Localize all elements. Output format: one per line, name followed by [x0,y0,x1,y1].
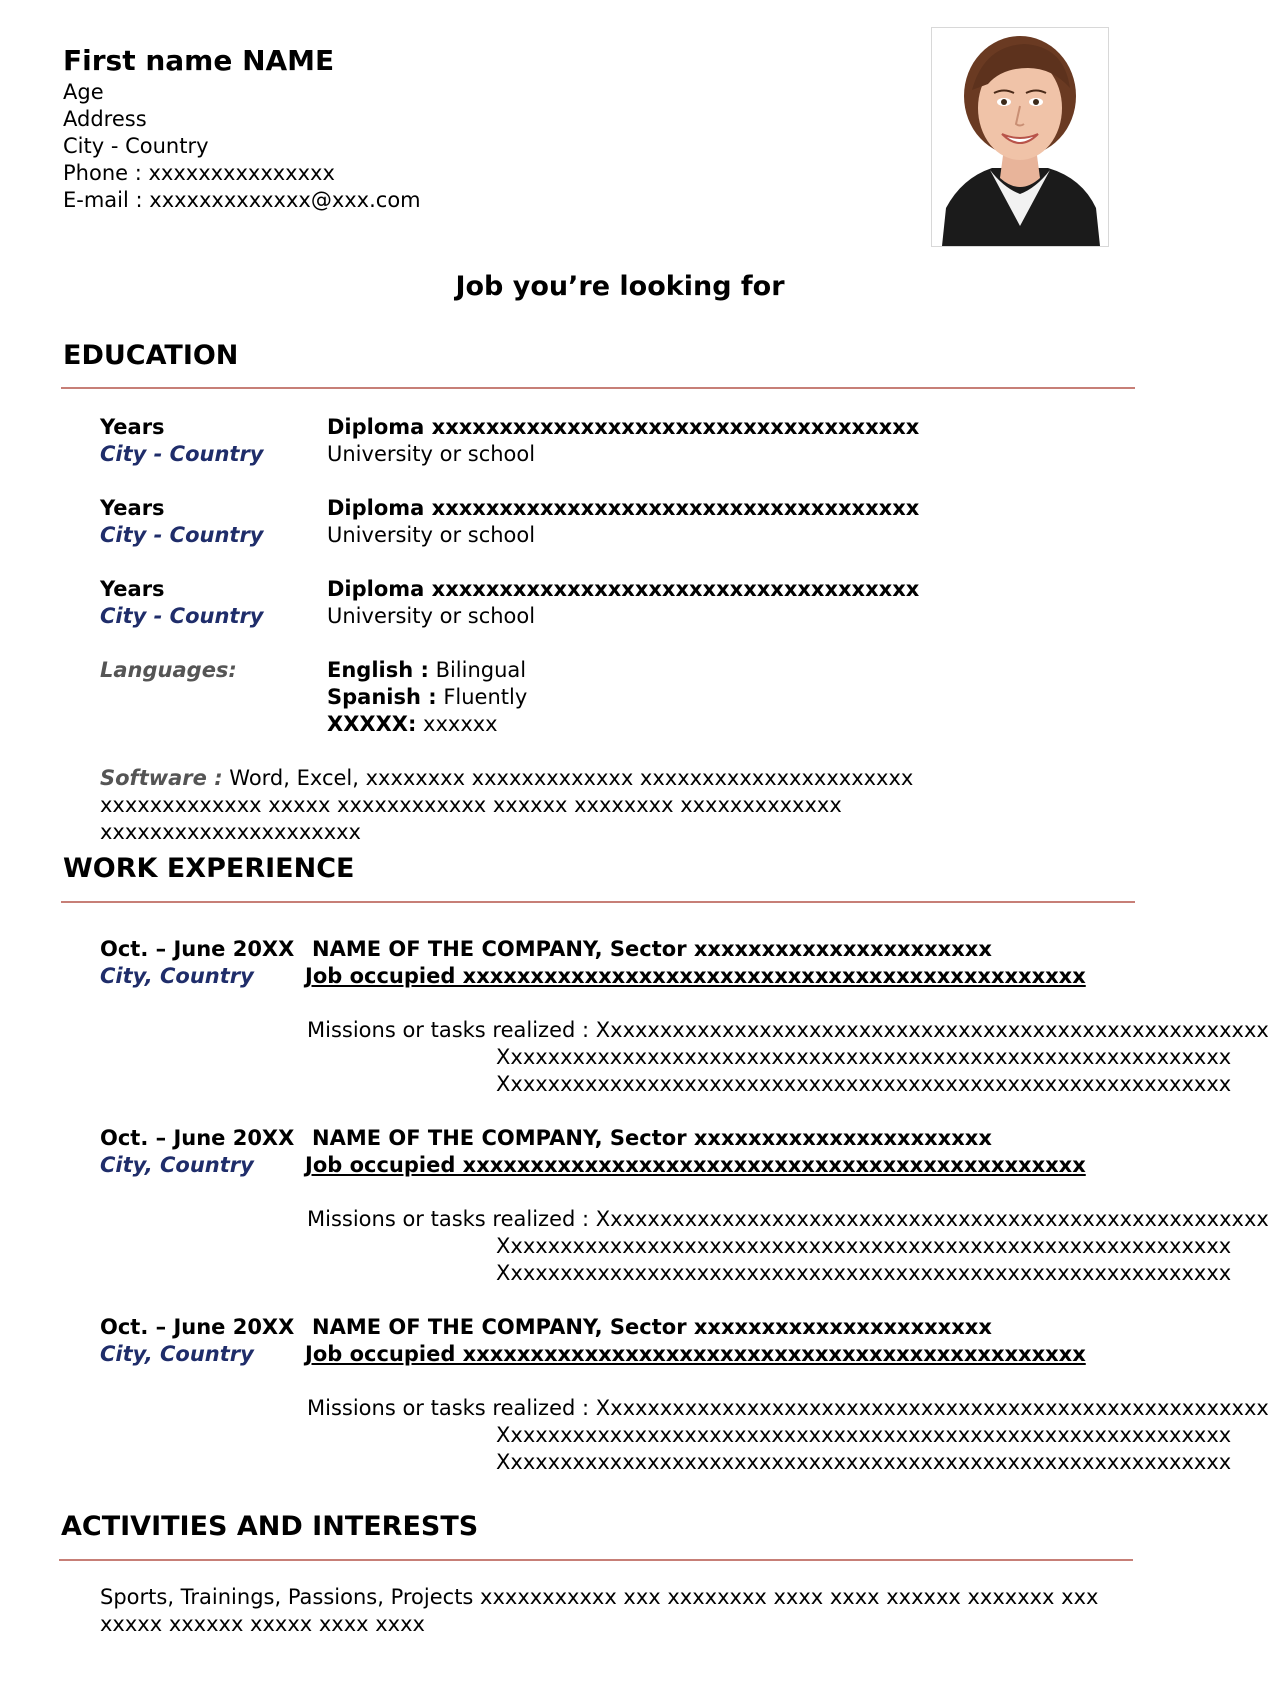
section-title-activities: ACTIVITIES AND INTERESTS [61,1511,479,1542]
city-country: City - Country [63,134,209,158]
education-location: City - Country [100,442,264,466]
work-company: NAME OF THE COMPANY, Sector xxxxxxxxxxxxxxxxxxxxxx [312,1315,992,1339]
software-line [100,765,1080,846]
education-years: Years [100,415,165,439]
work-company: NAME OF THE COMPANY, Sector xxxxxxxxxxxxxxxxxxxxxx [312,937,992,961]
language-level: Bilingual [428,658,527,682]
section-divider [61,387,1135,389]
phone: Phone : xxxxxxxxxxxxxxx [63,161,335,185]
education-location: City - Country [100,523,264,547]
age: Age [63,80,104,104]
education-diploma: Diploma xxxxxxxxxxxxxxxxxxxxxxxxxxxxxxxxxxxx [327,577,920,601]
work-dates: Oct. – June 20XX [100,1315,295,1339]
work-missions [307,1206,1269,1233]
work-job: Job occupied xxxxxxxxxxxxxxxxxxxxxxxxxxxxxxxxxxxxxxxxxxxxxx [305,1342,1086,1366]
address: Address [63,107,147,131]
language-item [327,657,526,684]
education-years: Years [100,496,165,520]
languages-label: Languages: [100,658,237,682]
language-level: xxxxxx [416,712,498,736]
work-location: City, Country [100,964,254,988]
education-years: Years [100,577,165,601]
work-dates: Oct. – June 20XX [100,937,295,961]
missions-label: Missions or tasks realized : [307,1396,596,1420]
missions-line: Xxxxxxxxxxxxxxxxxxxxxxxxxxxxxxxxxxxxxxxxxxxxxxxxxxxxxxxxxxx [496,1450,1232,1474]
education-school: University or school [327,523,536,547]
work-dates: Oct. – June 20XX [100,1126,295,1150]
missions-line: Xxxxxxxxxxxxxxxxxxxxxxxxxxxxxxxxxxxxxxxxxxxxxxxxxxxxxxxxxxx [496,1072,1232,1096]
work-location: City, Country [100,1153,254,1177]
language-level: Fluently [436,685,528,709]
portrait-image [932,28,1108,246]
missions-label: Missions or tasks realized : [307,1207,596,1231]
missions-line: Xxxxxxxxxxxxxxxxxxxxxxxxxxxxxxxxxxxxxxxxxxxxxxxxxxxxxxxxxxx [496,1423,1232,1447]
candidate-name: First name NAME [63,44,335,77]
education-school: University or school [327,604,536,628]
section-title-education: EDUCATION [63,340,239,371]
education-location: City - Country [100,604,264,628]
section-title-work: WORK EXPERIENCE [63,853,355,884]
profile-photo [931,27,1109,247]
section-divider [59,1559,1133,1561]
activities-text: Sports, Trainings, Passions, Projects xxxxxxxxxxx xxx xxxxxxxx xxxx xxxx xxxxxx xxxxxxx xxx xxxxx xxxxxx xxxxx xxxx xxxx [100,1585,1099,1636]
software-label: Software : [100,766,223,790]
missions-line: Xxxxxxxxxxxxxxxxxxxxxxxxxxxxxxxxxxxxxxxxxxxxxxxxxxxxxxxxxxx [496,1261,1232,1285]
email: E-mail : xxxxxxxxxxxxx@xxx.com [63,188,421,212]
software-text: Word, Excel, xxxxxxxx xxxxxxxxxxxxx xxxxxxxxxxxxxxxxxxxxxx xxxxxxxxxxxxx xxxxx xxxxxxxxxxxx xxxxxx xxxxxxxx xxxxxxxxxxxxx xxxxxxxxxxxxxxxxxxxxx [100,766,914,844]
missions-line: Xxxxxxxxxxxxxxxxxxxxxxxxxxxxxxxxxxxxxxxxxxxxxxxxxxxxxx [595,1207,1269,1231]
work-company: NAME OF THE COMPANY, Sector xxxxxxxxxxxxxxxxxxxxxx [312,1126,992,1150]
work-location: City, Country [100,1342,254,1366]
language-name: English : [327,658,429,682]
education-diploma: Diploma xxxxxxxxxxxxxxxxxxxxxxxxxxxxxxxxxxxx [327,496,920,520]
missions-line: Xxxxxxxxxxxxxxxxxxxxxxxxxxxxxxxxxxxxxxxxxxxxxxxxxxxxxxxxxxx [496,1234,1232,1258]
missions-line: Xxxxxxxxxxxxxxxxxxxxxxxxxxxxxxxxxxxxxxxxxxxxxxxxxxxxxx [595,1396,1269,1420]
education-diploma: Diploma xxxxxxxxxxxxxxxxxxxxxxxxxxxxxxxxxxxx [327,415,920,439]
job-title: Job you’re looking for [455,271,785,302]
education-school: University or school [327,442,536,466]
work-missions [307,1017,1269,1044]
work-job: Job occupied xxxxxxxxxxxxxxxxxxxxxxxxxxxxxxxxxxxxxxxxxxxxxx [305,964,1086,988]
missions-label: Missions or tasks realized : [307,1018,596,1042]
work-missions [307,1395,1269,1422]
work-job: Job occupied xxxxxxxxxxxxxxxxxxxxxxxxxxxxxxxxxxxxxxxxxxxxxx [305,1153,1086,1177]
language-item [327,711,498,738]
language-name: Spanish : [327,685,437,709]
language-name: XXXXX: [327,712,417,736]
language-item [327,684,527,711]
missions-line: Xxxxxxxxxxxxxxxxxxxxxxxxxxxxxxxxxxxxxxxxxxxxxxxxxxxxxx [595,1018,1269,1042]
missions-line: Xxxxxxxxxxxxxxxxxxxxxxxxxxxxxxxxxxxxxxxxxxxxxxxxxxxxxxxxxxx [496,1045,1232,1069]
section-divider [61,901,1135,903]
